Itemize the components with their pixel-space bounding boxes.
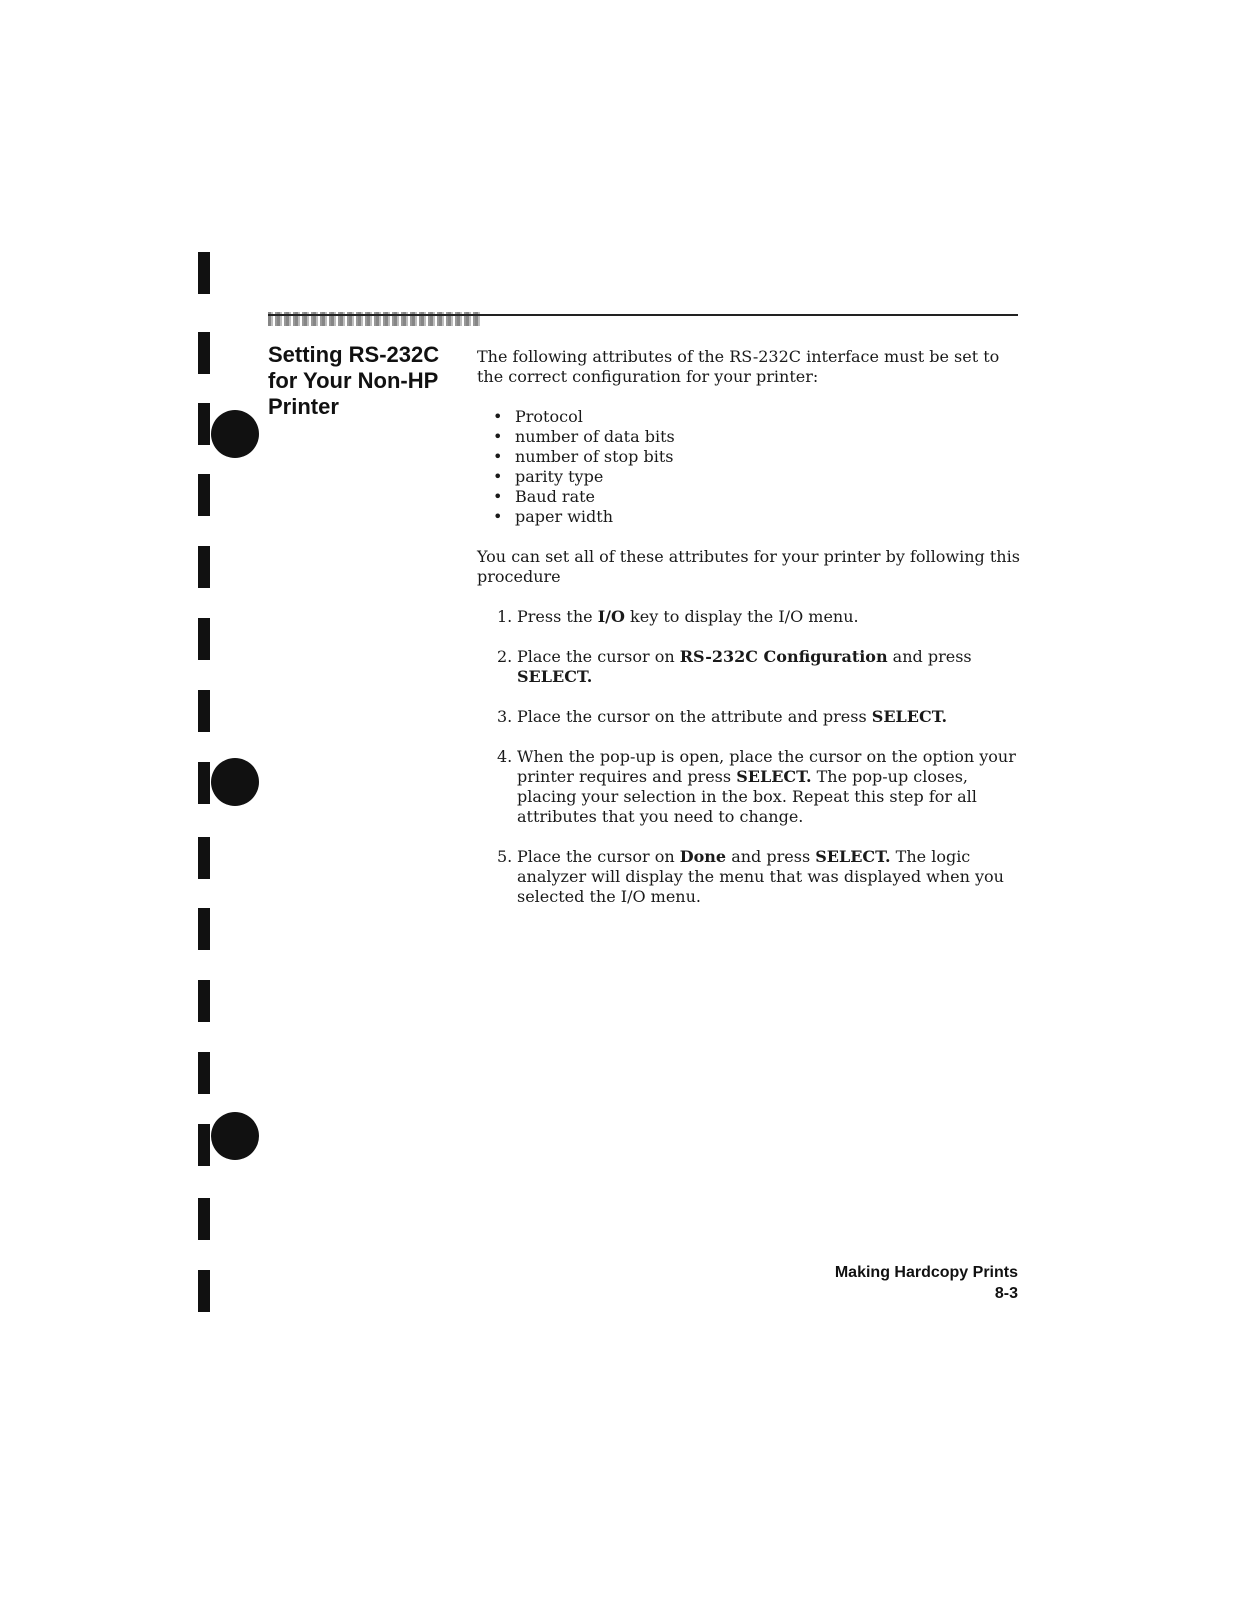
binding-bar xyxy=(198,837,210,879)
binding-bar xyxy=(198,474,210,516)
binding-bar xyxy=(198,252,210,294)
step-key-term: I/O xyxy=(597,607,625,626)
step-key-term: SELECT. xyxy=(736,767,812,786)
step-number: 3. xyxy=(497,707,513,726)
page-number: 8-3 xyxy=(994,1285,1018,1302)
punch-hole xyxy=(211,758,259,806)
attribute-item: • number of stop bits xyxy=(485,447,1022,467)
step-text: and press xyxy=(887,647,972,666)
step-key-term: SELECT. xyxy=(517,667,593,686)
step-text: The logic analyzer will display the menu that was displayed when you selected the I/O menu. xyxy=(517,847,1004,906)
binding-bar xyxy=(198,403,210,445)
attribute-item: • number of data bits xyxy=(485,427,1022,447)
procedure-steps xyxy=(497,607,1022,907)
attribute-item: • parity type xyxy=(485,467,1022,487)
page-footer xyxy=(835,1262,1018,1304)
binding-bar xyxy=(198,1270,210,1312)
section-body xyxy=(477,347,1022,927)
step-key-term: SELECT. xyxy=(871,707,948,726)
step-text: Press the xyxy=(517,607,598,626)
binding-bar xyxy=(198,690,210,732)
binding-bar xyxy=(198,1052,210,1094)
step-text: When the pop-up is open, place the cursor on the option your printer requires and press xyxy=(517,747,1016,786)
section-heading: Setting RS-232C for Your Non-HP Printer xyxy=(268,342,440,419)
step-number: 2. xyxy=(497,647,513,666)
binding-bar xyxy=(198,908,210,950)
punch-hole xyxy=(211,1112,259,1160)
step-text: Place the cursor on xyxy=(517,847,680,866)
step-text: Place the cursor on xyxy=(517,647,680,666)
step-text: The pop-up closes, placing your selection in the box. Repeat this step for all attributes that you need to change. xyxy=(517,767,977,826)
procedure-step xyxy=(497,847,1022,907)
binding-marks xyxy=(0,0,300,1600)
binding-bar xyxy=(198,1198,210,1240)
step-key-term: Done xyxy=(679,847,727,866)
step-key-term: RS-232C Configuration xyxy=(679,647,888,666)
step-text: Place the cursor on the attribute and press xyxy=(517,707,872,726)
procedure-lead: You can set all of these attributes for your printer by following this procedure xyxy=(477,547,1020,586)
intro-paragraph: The following attributes of the RS-232C interface must be set to the correct configuration for your printer: xyxy=(477,347,1000,386)
binding-bar xyxy=(198,980,210,1022)
chapter-title: Making Hardcopy Prints xyxy=(834,1264,1018,1281)
procedure-step xyxy=(497,607,1022,627)
binding-bar xyxy=(198,762,210,804)
attribute-item: • Baud rate xyxy=(485,487,1022,507)
binding-bar xyxy=(198,618,210,660)
binding-bar xyxy=(198,332,210,374)
attribute-item: • paper width xyxy=(485,507,1022,527)
step-number: 5. xyxy=(497,847,513,866)
punch-hole xyxy=(211,410,259,458)
step-text: and press xyxy=(726,847,816,866)
procedure-step xyxy=(497,747,1022,827)
step-text: key to display the I/O menu. xyxy=(624,607,859,626)
binding-bar xyxy=(198,546,210,588)
step-number: 4. xyxy=(497,747,513,766)
procedure-step xyxy=(497,707,1022,727)
attribute-item: • Protocol xyxy=(485,407,1022,427)
procedure-step xyxy=(497,647,1022,687)
attribute-list xyxy=(485,407,1022,527)
step-number: 1. xyxy=(497,607,513,626)
header-rule xyxy=(268,314,1018,316)
step-key-term: SELECT. xyxy=(815,847,891,866)
binding-bar xyxy=(198,1124,210,1166)
